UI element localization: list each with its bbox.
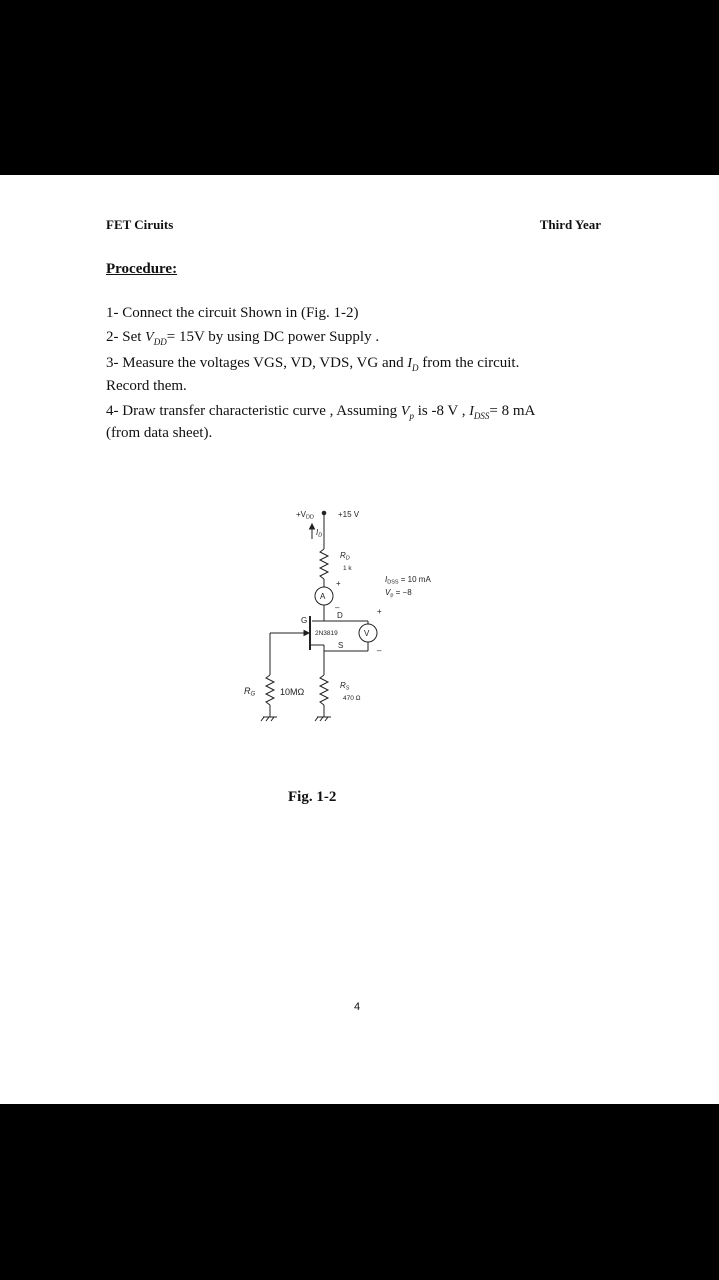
id-arrowhead <box>310 524 315 529</box>
rg-resistor <box>266 675 274 705</box>
svg-text:IDSS = 10 mA: IDSS = 10 mA <box>385 575 431 586</box>
svg-text:+15 V: +15 V <box>338 510 360 519</box>
svg-text:G: G <box>301 616 308 625</box>
svg-text:D: D <box>337 611 343 620</box>
svg-text:Vp = −8: Vp = −8 <box>385 588 412 599</box>
svg-text:470 Ω: 470 Ω <box>343 695 361 702</box>
svg-text:–: – <box>377 646 382 655</box>
svg-text:–: – <box>335 603 340 612</box>
svg-text:A: A <box>320 592 326 601</box>
procedure-step-3-continued: Record them. <box>106 378 187 394</box>
svg-text:2N3819: 2N3819 <box>315 630 338 637</box>
svg-text:ID: ID <box>316 528 323 539</box>
svg-text:1 k: 1 k <box>343 565 352 572</box>
procedure-heading: Procedure: <box>106 261 178 277</box>
svg-text:+VDD: +VDD <box>296 510 314 521</box>
document-page <box>0 175 719 1104</box>
svg-text:RS: RS <box>340 681 350 692</box>
header-year: Third Year <box>539 217 601 232</box>
svg-text:10MΩ: 10MΩ <box>280 687 305 697</box>
page-number: 4 <box>354 1001 361 1013</box>
svg-text:RG: RG <box>244 686 256 698</box>
procedure-step-1: 1- Connect the circuit Shown in (Fig. 1-2) <box>106 305 359 321</box>
procedure-step-3: 3- Measure the voltages VGS, VD, VDS, VG and $I_D$ from the circuit. <box>106 355 520 373</box>
svg-text:S: S <box>338 641 344 650</box>
svg-text:+: + <box>336 579 341 588</box>
svg-text:+: + <box>377 607 382 616</box>
procedure-step-2: 2- Set $V_{DD}= 15V$ by using DC power Supply . <box>106 329 380 347</box>
header-course-title: FET Ciruits <box>106 217 174 232</box>
procedure-step-4: 4- Draw transfer characteristic curve , Assuming $V_p$ is -8 V , $I_{DSS}= 8$ mA <box>106 403 536 421</box>
rs-resistor <box>320 675 328 705</box>
jfet-circuit-diagram <box>240 505 470 750</box>
svg-text:V: V <box>364 629 370 638</box>
figure-caption: Fig. 1-2 <box>288 789 337 805</box>
procedure-step-4-continued: (from data sheet). <box>106 425 213 441</box>
svg-text:RD: RD <box>340 551 350 562</box>
rd-resistor <box>320 549 328 579</box>
